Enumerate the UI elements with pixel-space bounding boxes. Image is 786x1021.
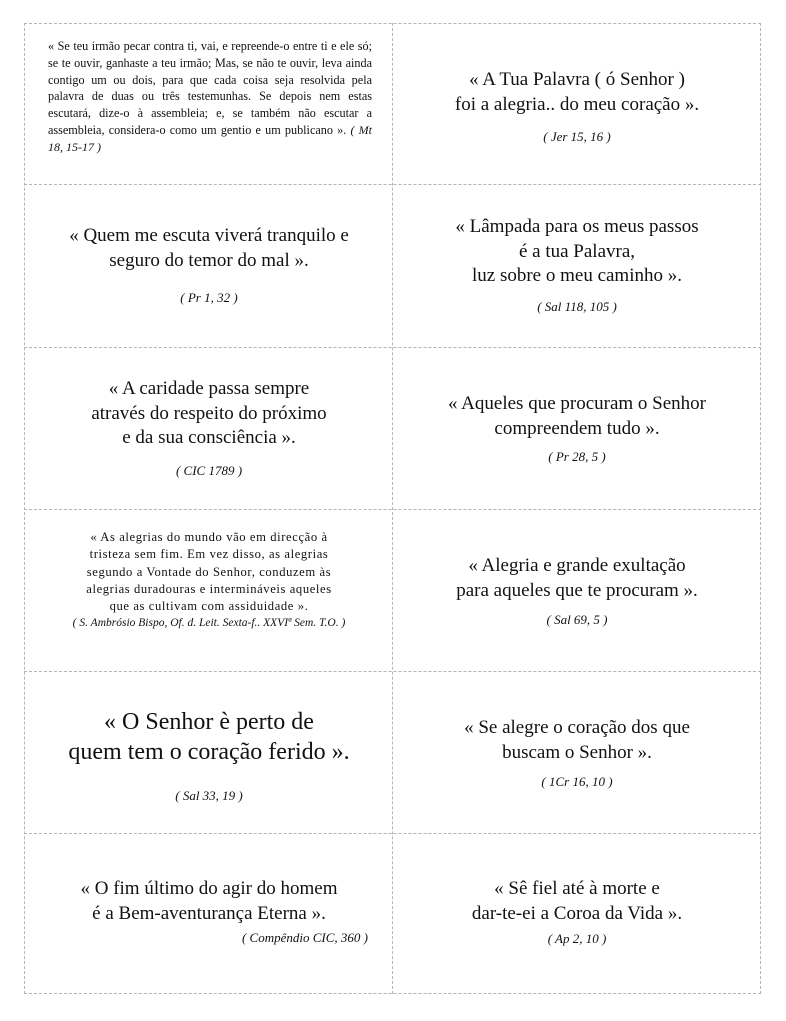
quote-reference: ( Sal 118, 105 ) (537, 299, 617, 315)
quote-text: « O fim último do agir do homem é a Bem-aventurança Eterna ». (80, 878, 338, 924)
quote-text: « Quem me escuta viverá tranquilo e seguro do temor do mal ». (69, 225, 349, 271)
quote-card (393, 215, 761, 315)
quote-card (26, 529, 392, 629)
quote-reference: ( Mt 18, 15-17 ) (48, 123, 373, 154)
quote-reference: ( Pr 28, 5 ) (548, 449, 606, 465)
quote-reference: ( S. Ambrósio Bispo, Of. d. Leit. Sexta-f.. XXVIª Sem. T.O. ) (72, 617, 346, 630)
cut-line-horizontal (24, 671, 761, 672)
cut-line-horizontal (24, 184, 761, 185)
quote-card (26, 877, 392, 946)
quote-card (393, 392, 761, 465)
quote-text: « A caridade passa sempre através do respeito do próximo e da sua consciência ». (91, 378, 327, 449)
quote-reference: ( 1Cr 16, 10 ) (541, 774, 613, 790)
quote-card (26, 224, 392, 306)
quote-text: « As alegrias do mundo vão em direcção à tristeza sem fim. Em vez disso, as alegrias segundo a Vontade do Senhor, conduzem às alegrias duradouras e intermináveis aqueles que as cultivam com assiduidade ». (86, 530, 332, 613)
cut-line-horizontal (24, 833, 761, 834)
quote-card (26, 38, 392, 156)
quote-text: « Alegria e grande exultação para aqueles que te procuram ». (456, 555, 698, 601)
quote-card (393, 877, 761, 947)
quote-text: « Se alegre o coração dos que buscam o Senhor ». (464, 717, 690, 763)
quote-reference: ( Jer 15, 16 ) (543, 129, 611, 145)
quote-card (393, 716, 761, 790)
quote-text: « O Senhor è perto de quem tem o coração ferido ». (68, 709, 350, 765)
quote-card (26, 377, 392, 479)
cut-line-horizontal (24, 347, 761, 348)
quote-card (393, 68, 761, 145)
quote-card (26, 707, 392, 804)
quote-text: « Se teu irmão pecar contra ti, vai, e repreende-o entre ti e ele só; se te ouvir, ganhaste a teu irmão; Mas, se não te ouvir, leva ainda contigo um ou dois, para que cada coisa seja resolvida pela palavra de duas ou três testemunhas. Se depois nem estas escutará, dize-o à assembleia; e, se também não escutar a assembleia, considera-o como um gentio e um publicano ». ( Mt 18, 15-17 ) (48, 39, 373, 154)
quote-reference: ( Pr 1, 32 ) (180, 290, 238, 306)
quote-reference: ( Compêndio CIC, 360 ) (241, 930, 368, 946)
quote-text: « A Tua Palavra ( ó Senhor ) foi a alegria.. do meu coração ». (454, 69, 700, 115)
cut-line-horizontal (24, 509, 761, 510)
quote-card (393, 554, 761, 628)
quote-text: « Sê fiel até à morte e dar-te-ei a Coroa da Vida ». (471, 878, 683, 924)
quote-reference: ( Sal 69, 5 ) (546, 612, 608, 628)
quote-text: « Aqueles que procuram o Senhor compreendem tudo ». (447, 393, 707, 439)
quote-reference: ( Sal 33, 19 ) (175, 788, 243, 803)
quote-reference: ( CIC 1789 ) (175, 463, 243, 479)
quote-reference: ( Ap 2, 10 ) (547, 931, 607, 947)
quote-text: « Lâmpada para os meus passos é a tua Palavra, luz sobre o meu caminho ». (455, 216, 699, 287)
